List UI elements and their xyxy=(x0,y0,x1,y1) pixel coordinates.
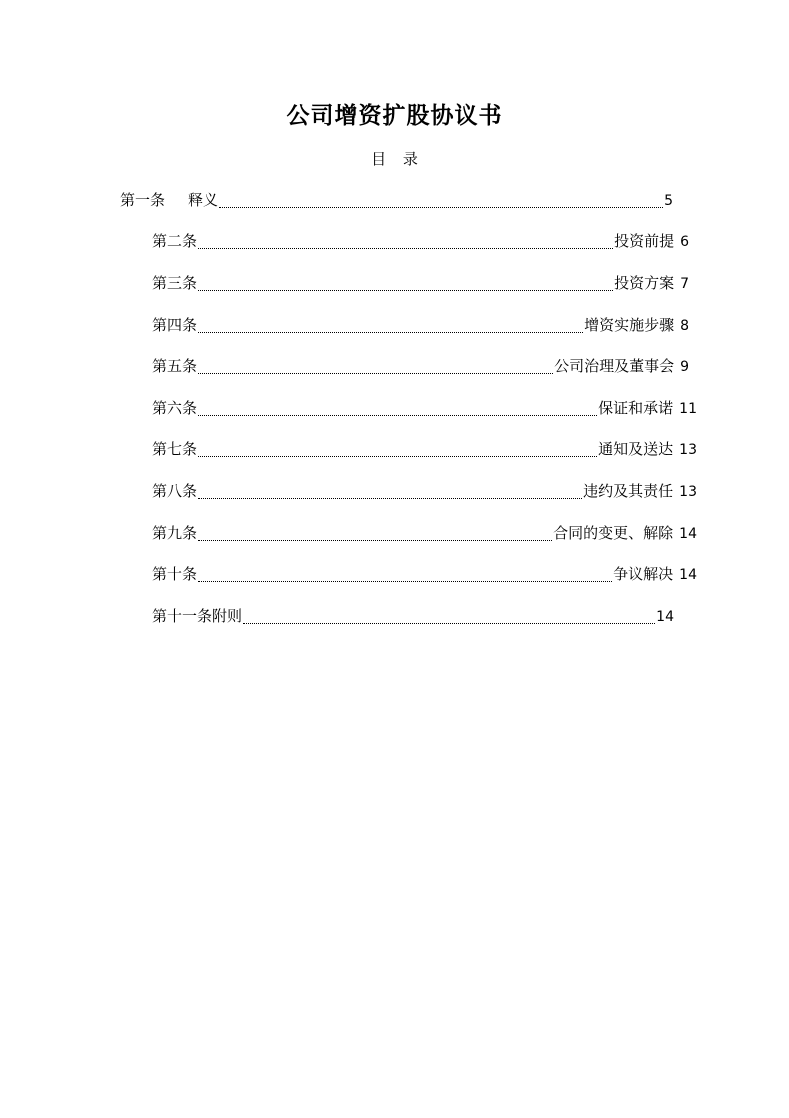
toc-entry-title: 通知及送达 xyxy=(598,440,674,458)
toc-entry-article: 第十一条附则 xyxy=(152,607,243,625)
toc-heading: 目 录 xyxy=(371,150,424,168)
toc-entry[interactable] xyxy=(152,314,689,337)
toc-entry-article: 第五条 xyxy=(152,357,198,375)
toc-entry[interactable] xyxy=(152,272,689,295)
toc-entry-article: 第二条 xyxy=(152,232,198,250)
toc-entry-page-number: 8 xyxy=(680,318,689,334)
toc-entry-title: 投资方案 xyxy=(614,274,675,292)
toc-entry[interactable] xyxy=(152,397,697,420)
toc-entry-title: 公司治理及董事会 xyxy=(554,357,675,375)
toc-entry[interactable] xyxy=(152,438,697,461)
toc-entry-page-number: 11 xyxy=(679,401,697,417)
toc-dot-leader xyxy=(219,206,663,208)
toc-dot-leader xyxy=(198,331,583,333)
toc-entry-page-number: 13 xyxy=(679,442,697,458)
toc-entry[interactable] xyxy=(152,480,697,503)
toc-entry-page-number: 7 xyxy=(680,276,689,292)
toc-entry-title: 合同的变更、解除 xyxy=(553,524,674,542)
toc-entry[interactable] xyxy=(152,230,689,253)
toc-entry-article: 第三条 xyxy=(152,274,198,292)
toc-dot-leader xyxy=(198,289,613,291)
toc-entry-article: 第十条 xyxy=(152,565,198,583)
toc-entry-page-number: 14 xyxy=(679,526,697,542)
toc-entry-title: 违约及其责任 xyxy=(583,482,674,500)
toc-entry-article: 第一条 xyxy=(120,191,166,209)
toc-dot-leader xyxy=(198,539,552,541)
toc-dot-leader xyxy=(198,497,582,499)
toc-dot-leader xyxy=(198,247,613,249)
toc-entry-page-number: 9 xyxy=(680,359,689,375)
toc-entry-article: 第七条 xyxy=(152,440,198,458)
toc-entry-page-number: 5 xyxy=(664,193,673,209)
toc-dot-leader xyxy=(198,580,612,582)
toc-entry-title: 投资前提 xyxy=(614,232,675,250)
toc-dot-leader xyxy=(243,622,655,624)
toc-entry-article: 第四条 xyxy=(152,316,198,334)
toc-entry-title: 释义 xyxy=(188,191,219,209)
toc-entry-page-number: 6 xyxy=(680,234,689,250)
toc-entry[interactable] xyxy=(152,563,697,586)
toc-entry[interactable] xyxy=(152,605,674,628)
toc-entry-title: 保证和承诺 xyxy=(598,399,674,417)
toc-entry-page-number: 14 xyxy=(679,567,697,583)
toc-dot-leader xyxy=(198,455,597,457)
toc-entry-article: 第九条 xyxy=(152,524,198,542)
toc-entry[interactable] xyxy=(120,189,673,212)
toc-entry-page-number: 13 xyxy=(679,484,697,500)
toc-entry-title: 争议解决 xyxy=(613,565,674,583)
toc-dot-leader xyxy=(198,414,597,416)
toc-entry[interactable] xyxy=(152,522,697,545)
toc-entry-article: 第六条 xyxy=(152,399,198,417)
document-title: 公司增资扩股协议书 xyxy=(286,102,503,129)
toc-entry-article: 第八条 xyxy=(152,482,198,500)
toc-dot-leader xyxy=(198,372,553,374)
toc-entry-title: 增资实施步骤 xyxy=(584,316,675,334)
toc-entry[interactable] xyxy=(152,355,689,378)
toc-entry-page-number: 14 xyxy=(656,609,674,625)
